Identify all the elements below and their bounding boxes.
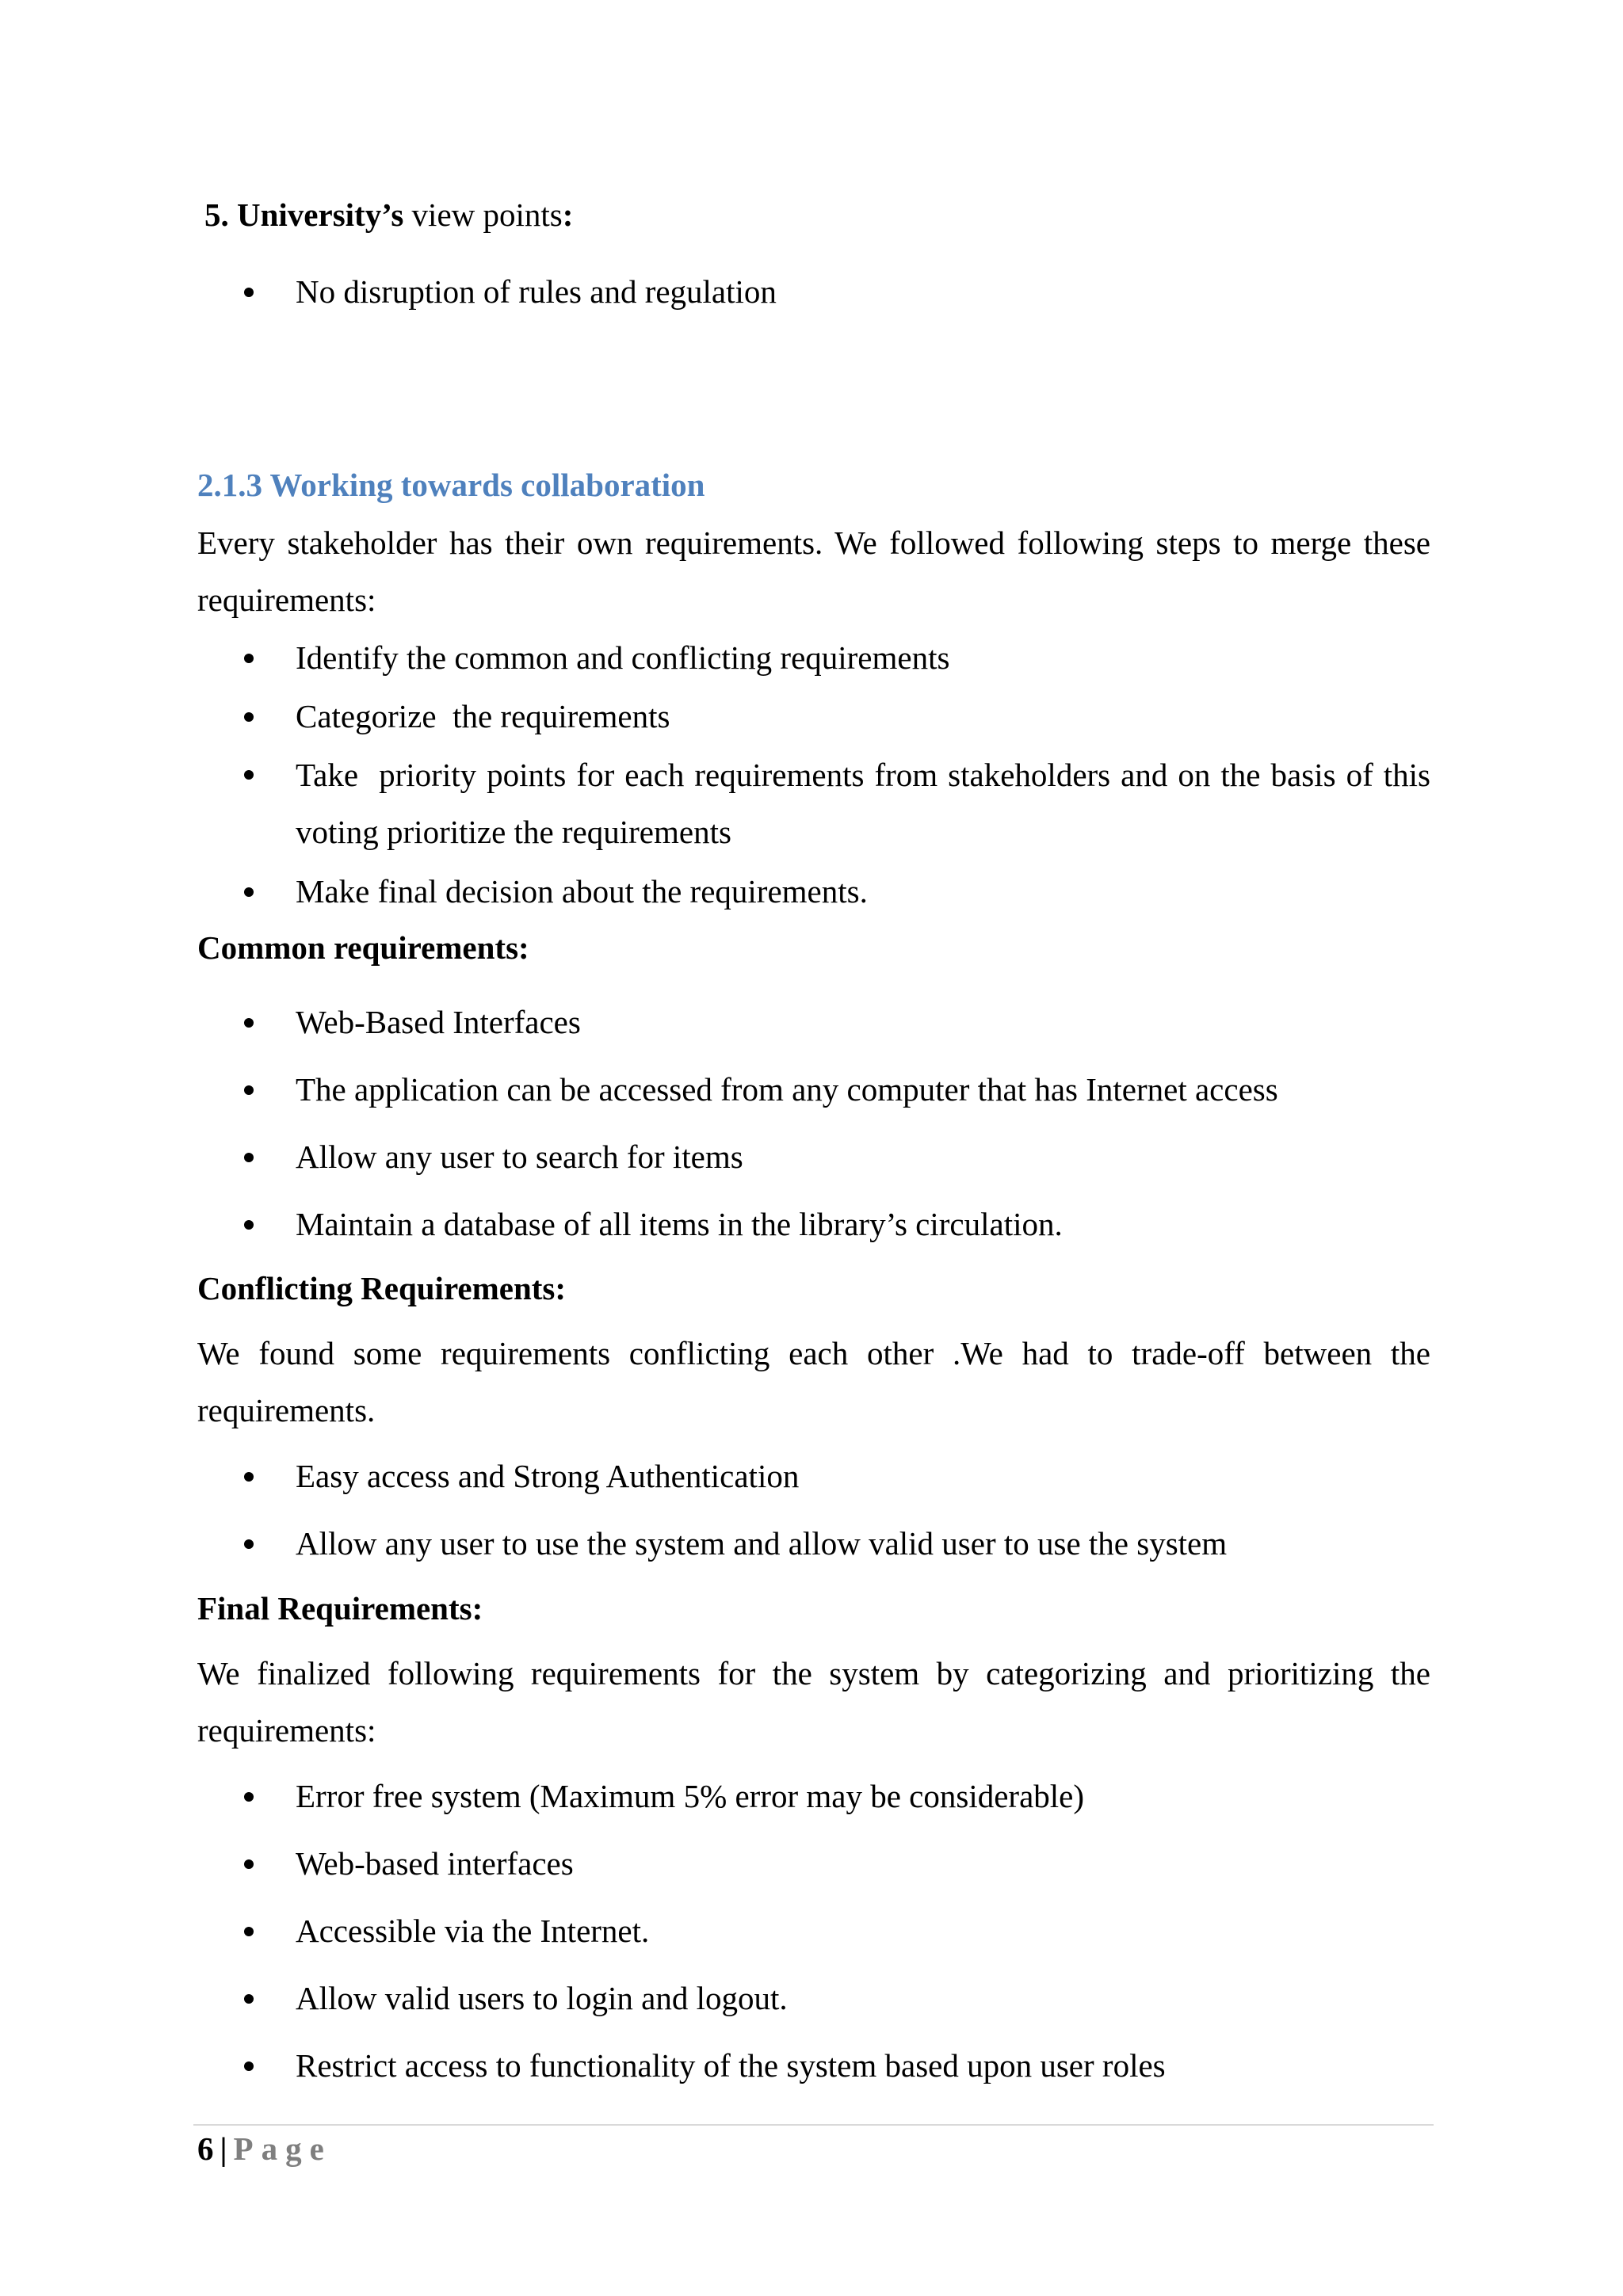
university-viewpoints-heading xyxy=(204,195,573,235)
section-number: 5. xyxy=(204,196,229,233)
bullet-icon xyxy=(244,1539,254,1549)
bullet-icon xyxy=(244,288,254,297)
bullet-icon xyxy=(244,770,254,780)
bullet-icon xyxy=(244,1927,254,1936)
bullet-icon xyxy=(244,1792,254,1802)
page-label: Page xyxy=(233,2130,332,2167)
final-requirements-heading: Final Requirements: xyxy=(197,1590,483,1627)
bullet-icon xyxy=(244,1085,254,1095)
final-intro: We finalized following requirements for the system by categorizing and prioritizing the requirements: xyxy=(197,1655,1430,1749)
bullet-icon xyxy=(244,712,254,722)
footer-divider xyxy=(193,2124,1434,2126)
collaboration-intro: Every stakeholder has their own requirements. We followed following steps to merge these requirements: xyxy=(197,524,1430,618)
university-title-colon: : xyxy=(562,196,574,233)
bullet-icon xyxy=(244,1994,254,2004)
conflicting-requirements-heading: Conflicting Requirements: xyxy=(197,1270,567,1306)
bullet-icon xyxy=(244,1018,254,1028)
conflicting-intro: We found some requirements conflicting each other .We had to trade-off between the requirements. xyxy=(197,1335,1430,1428)
bullet-icon xyxy=(244,1472,254,1482)
bullet-icon xyxy=(244,1153,254,1162)
bullet-icon xyxy=(244,887,254,897)
section-heading-collaboration: 2.1.3 Working towards collaboration xyxy=(197,467,705,503)
bullet-icon xyxy=(244,2061,254,2071)
page-number: 6 xyxy=(197,2130,214,2167)
footer-separator: | xyxy=(220,2130,227,2167)
bullet-icon xyxy=(244,654,254,663)
page-footer xyxy=(197,2130,332,2168)
document-page: 5. University’s view points: No disruption of rules and regulation 2.1.3 Working towards collaboration Every stakeholder has their own requirements. We followed following steps to merge these requirements: Identify the common and conflicting requirements Categorize the requirements Take priority points for each requirements from stakeholders and on the basis of this voting prioritize the requirements Make final decision about the requirements. Common requirements: Web-Based Interfaces The application can be accessed from any computer that has Internet access Allow any user to search for items Maintain a database of all items in the library’s circulation. Conflicting Requirements: We found some requirements conflicting each other .We had to trade-off between the requirements. Easy access and Strong Authentication Allow any user to use the system and allow valid user to use the system Final Requirements: We finalized following requirements for the system by categorizing and prioritizing the requirements: Error free system (Maximum 5% error may be considerable) Web-based interfaces Accessible via the Internet. Allow valid users to login and logout. Restrict access to functionality of the system based upon user roles 6 | Page xyxy=(0,0,1623,2296)
common-requirements-heading: Common requirements: xyxy=(197,929,529,966)
university-title-bold: University’s xyxy=(237,196,404,233)
university-title-rest: view points xyxy=(411,196,563,233)
bullet-icon xyxy=(244,1859,254,1869)
bullet-icon xyxy=(244,1220,254,1230)
